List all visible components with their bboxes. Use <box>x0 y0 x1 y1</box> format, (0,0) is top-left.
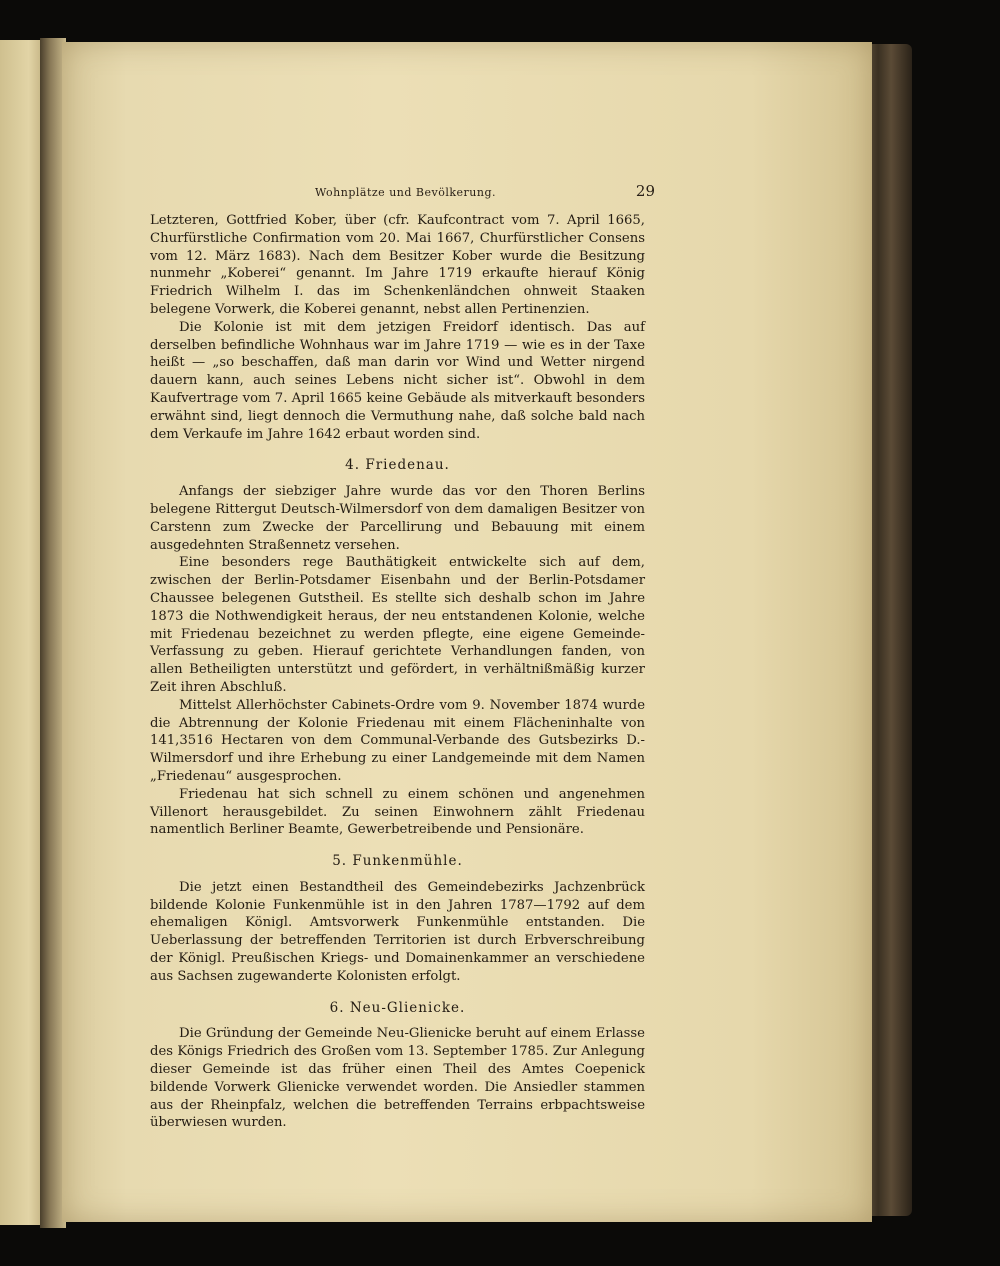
running-head-title: Wohnplätze und Bevölkerung. <box>315 186 496 199</box>
paragraph: Die Gründung der Gemeinde Neu-Glienicke beruht auf einem Erlasse des Königs Friedrich des Großen vom 13. September 1785. Zur Anlegung dieser Gemeinde ist das früher einen Theil des Amtes Coepenick bildende Vorwerk Glienicke verwendet worden. Die Ansiedler stammen aus der Rheinpfalz, welchen die betreffenden Terrains erbpachtsweise überwiesen wurden. <box>150 1026 645 1131</box>
paragraph: Eine besonders rege Bauthätigkeit entwickelte sich auf dem, zwischen der Berlin-Potsdamer Eisenbahn und der Berlin-Potsdamer Chaussee belegenen Gutstheil. Es stellte sich deshalb schon im Jahre 1873 die Nothwendigkeit heraus, der neu entstandenen Kolonie, welche mit Friedenau bezeichnet zu werden pflegte, eine eigene Gemeinde-Verfassung zu geben. Hierauf gerichtete Verhandlungen fanden, von allen Betheiligten unterstützt und gefördert, in verhältnißmäßig kurzer Zeit ihren Abschluß. <box>150 555 645 695</box>
paragraph: Friedenau hat sich schnell zu einem schönen und angenehmen Villenort herausgebildet. Zu seinen Einwohnern zählt Friedenau namentlich Berliner Beamte, Gewerbetreibende und Pensionäre. <box>150 786 645 838</box>
page-text <box>150 212 645 1132</box>
paragraph: Die Kolonie ist mit dem jetzigen Freidorf identisch. Das auf derselben befindliche Wohnhaus war im Jahre 1719 — wie es in der Taxe heißt — „so beschaffen, daß man darin vor Wind und Wetter nirgend dauern kann, auch seines Lebens nicht sicher ist“. Obwohl in dem Kaufvertrage vom 7. April 1665 keine Gebäude als mitverkauft besonders erwähnt sind, liegt dennoch die Vermuthung nahe, daß solche bald nach dem Verkaufe im Jahre 1642 erbaut worden sind. <box>150 319 645 442</box>
paragraph: Anfangs der siebziger Jahre wurde das vor den Thoren Berlins belegene Rittergut Deutsch-Wilmersdorf von dem damaligen Besitzer von Carstenn zum Zwecke der Parcellirung und Bebauung mit einem ausgedehnten Straßennetz versehen. <box>150 484 645 553</box>
paragraph: Mittelst Allerhöchster Cabinets-Ordre vom 9. November 1874 wurde die Abtrennung der Kolonie Friedenau mit einem Flächeninhalte von 141,3516 Hectaren von dem Communal-Verbande des Gutsbezirks D.-Wilmersdorf und ihre Erhebung zu einer Landgemeinde mit dem Namen „Friedenau“ ausgesprochen. <box>150 697 645 784</box>
section-heading-funkenmuehle: 5. Funkenmühle. <box>332 853 463 870</box>
paragraph: Die jetzt einen Bestandtheil des Gemeindebezirks Jachzenbrück bildende Kolonie Funkenmühle ist in den Jahren 1787—1792 auf dem ehemaligen Königl. Amtsvorwerk Funkenmühle entstanden. Die Ueberlassung der betreffenden Territorien ist durch Erbverschreibung der Königl. Preußischen Kriegs- und Domainenkammer an verschiedene aus Sachsen zugewanderte Kolonisten erfolgt. <box>150 879 645 984</box>
section-heading-neu-glienicke: 6. Neu-Glienicke. <box>329 999 466 1016</box>
page-number: 29 <box>635 182 655 200</box>
running-head <box>150 182 655 200</box>
section-heading-friedenau: 4. Friedenau. <box>345 457 450 474</box>
paragraph: Letzteren, Gottfried Kober, über (cfr. Kaufcontract vom 7. April 1665, Churfürstliche Confirmation vom 20. Mai 1667, Churfürstlicher Consens vom 12. März 1683). Nach dem Besitzer Kober wurde die Besitzung nunmehr „Koberei“ genannt. Im Jahre 1719 erkaufte hierauf König Friedrich Wilhelm I. das im Schenkenländchen ohnweit Staaken belegene Vorwerk, die Koberei genannt, nebst allen Pertinenzien. <box>150 213 645 317</box>
